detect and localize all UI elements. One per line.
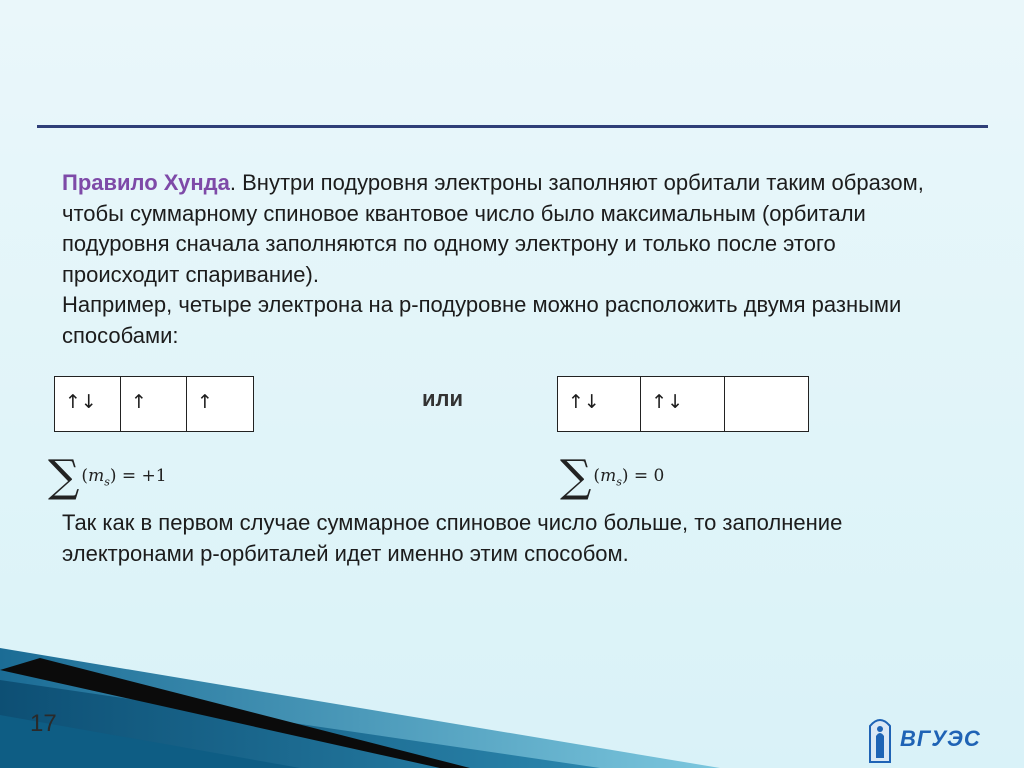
orbital-cell: ↑↓ (55, 377, 121, 431)
sigma-symbol: ∑ (560, 451, 592, 502)
rule-definition: . Внутри подуровня электроны заполняют орбитали таким образом, чтобы суммарному спиновое квантовое число было максимальным (орбитали подуровня сначала заполняются по одному электрону и только после этого происходит спаривание). (62, 170, 924, 287)
orbital-cell: ↑ (121, 377, 187, 431)
conclusion-paragraph: Так как в первом случае суммарное спиновое число больше, то заполнение электронами р-орбиталей идет именно этим способом. (62, 510, 843, 566)
spin-sum-formula-right (560, 453, 664, 501)
spin-sum-formula-left (48, 453, 167, 501)
orbital-cell: ↑↓ (641, 377, 724, 431)
orbital-scheme-left (54, 376, 254, 432)
logo-text: ВГУЭС (900, 726, 981, 751)
emblem-icon (864, 714, 896, 764)
sigma-symbol: ∑ (48, 451, 80, 502)
hund-rule-paragraph (62, 168, 942, 351)
page-number: 17 (30, 710, 57, 737)
title-divider (37, 125, 988, 128)
rule-term: Правило Хунда (62, 170, 230, 195)
formula-expression: $(m_s) = 0$ (593, 465, 665, 489)
orbital-cell: ↑ (197, 391, 213, 413)
orbital-cell (725, 377, 808, 431)
formula-expression: $(m_s) = +1$ (81, 465, 167, 489)
example-paragraph: Например, четыре электрона на р-подуровне можно расположить двумя разными способами: (62, 292, 902, 348)
orbital-scheme-right (557, 376, 809, 432)
orbital-cell: ↑↓ (558, 377, 641, 431)
university-logo (864, 712, 986, 766)
or-label: или (422, 386, 464, 411)
